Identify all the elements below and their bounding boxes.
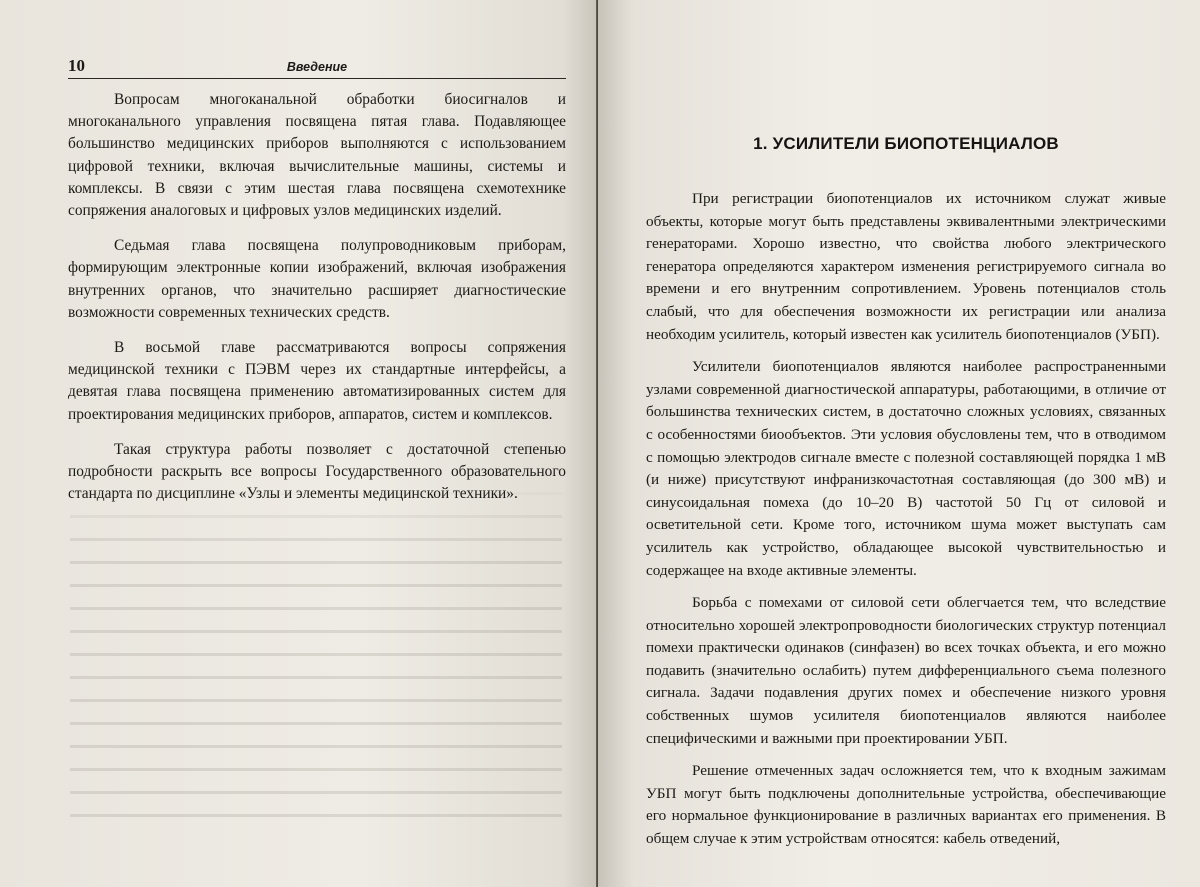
paragraph: Такая структура работы позволяет с достаточной степенью подробности раскрыть все вопросы Государственного образовательного стандарта по дисциплине «Узлы и элементы медицинской техники». xyxy=(68,440,566,503)
paragraph: Вопросам многоканальной обработки биосигналов и многоканального управления посвящена пятая глава. Подавляющее большинство медицинских приборов выполняются с использованием цифровой техники, включая вычислительные машины, системы и комплексы. В связи с этим шестая глава посвящена схемотехнике сопряжения аналоговых и цифровых узлов медицинских изделий. xyxy=(68,91,566,220)
page-number: 10 xyxy=(68,56,85,75)
paragraph: Седьмая глава посвящена полупроводниковым приборам, формирующим электронные копии изображений, включая изображения внутренних органов, что значительно расширяет диагностические возможности современных технических средств. xyxy=(68,237,566,321)
paragraph: В восьмой главе рассматриваются вопросы сопряжения медицинской техники с ПЭВМ через их стандартные интерфейсы, а девятая глава посвящена применению автоматизированных систем для проектирования медицинских приборов, аппаратов, систем и комплексов. xyxy=(68,339,566,423)
right-page xyxy=(598,0,1200,887)
left-page xyxy=(0,0,598,887)
chapter-title: 1. УСИЛИТЕЛИ БИОПОТЕНЦИАЛОВ xyxy=(753,134,1059,153)
running-title: Введение xyxy=(286,60,348,74)
show-through-texture xyxy=(70,477,562,837)
paragraph: Решение отмеченных задач осложняется тем, что к входным зажимам УБП могут быть подключены дополнительные устройства, обеспечивающие его нормальное функционирование в различных вариантах его применения. В общем случае к этим устройствам относятся: кабель отведений, xyxy=(646,762,1166,848)
paragraph: При регистрации биопотенциалов их источником служат живые объекты, которые могут быть представлены эквивалентными электрическими генераторами. Хорошо известно, что свойства любого электрического генератора определяются характером изменения регистрируемого сигнала во времени и его внутренним сопротивлением. Уровень потенциалов столь слабый, что для обеспечения возможности их регистрации или анализа необходим усилитель, который известен как усилитель биопотенциалов (УБП). xyxy=(646,190,1166,343)
running-header xyxy=(68,56,566,79)
paragraph: Борьба с помехами от силовой сети облегчается тем, что вследствие относительно хорошей электропроводности биологических структур потенциал помехи практически одинаков (синфазен) во всех точках объекта, и его можно подавить (значительно ослабить) путем дифференциального съема полезного сигнала. Задачи подавления других помех и обеспечение низкого уровня собственных шумов усилителя биопотенциалов являются наиболее специфическими и важными при проектировании УБП. xyxy=(646,594,1166,747)
paragraph: Усилители биопотенциалов являются наиболее распространенными узлами современной диагностической аппаратуры, работающими, в отличие от большинства технических систем, в достаточно сложных условиях, связанных с особенностями биообъектов. Эти условия обусловлены тем, что в отводимом с помощью электродов сигнале вместе с полезной составляющей порядка 1 мВ (и ниже) присутствуют инфранизкочастотная составляющая (до 300 мВ) и синусоидальная помеха (до 10–20 В) частотой 50 Гц от силовой и осветительной сети. Кроме того, источником шума может выступать сам усилитель как устройство, обладающее высокой чувствительностью и содержащее на входе активные элементы. xyxy=(646,358,1166,579)
